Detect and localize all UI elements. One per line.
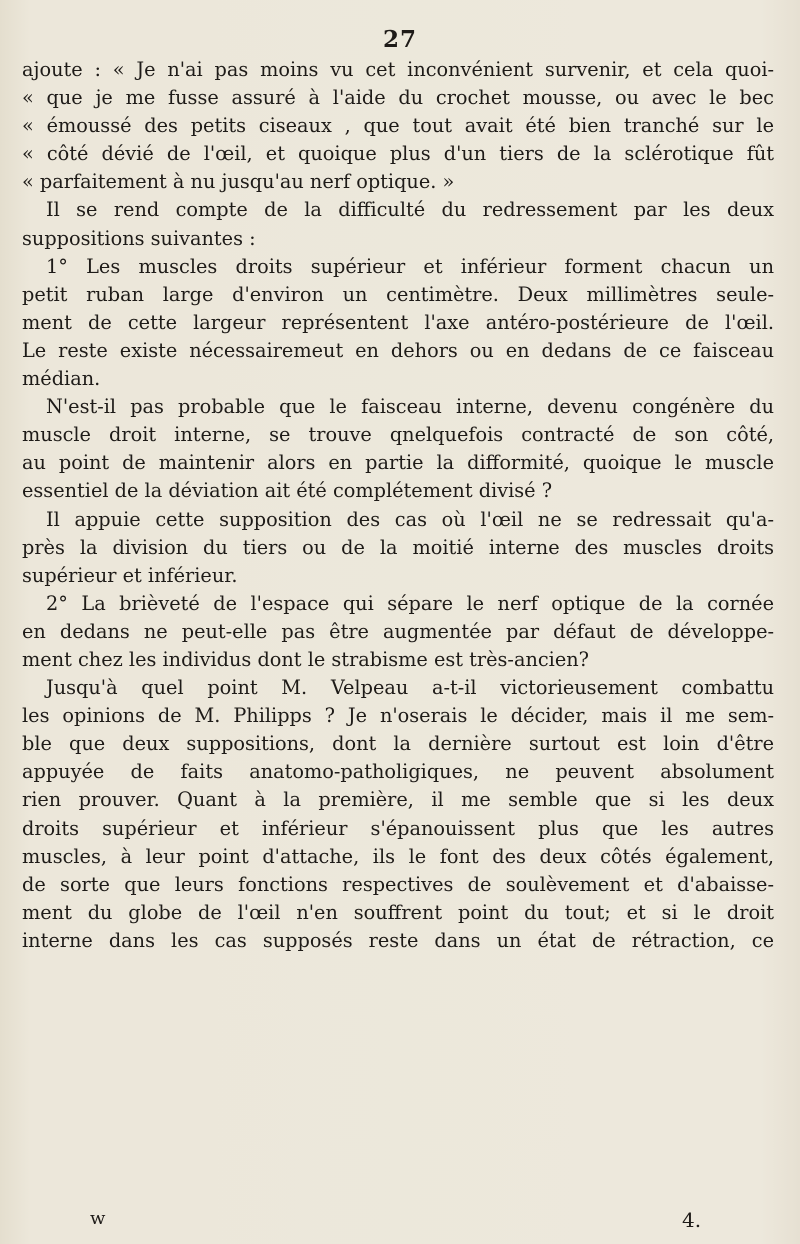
text-line: ment chez les individus dont le strabisme est très-ancien? [22,647,589,671]
text-line: en dedans ne peut-elle pas être augmentée par défaut de développe- [22,619,774,643]
text-line: médian. [22,367,101,391]
text-line: muscle droit interne, se trouve qnelquefois contracté de son côté, [22,423,774,447]
text-line: muscles, à leur point d'attache, ils le font des deux côtés également, [22,844,774,868]
text-line: Il appuie cette supposition des cas où l'œil ne se redressait qu'a- [46,507,774,531]
text-line: appuyée de faits anatomo-patholigiques, ne peuvent absolument [22,760,774,784]
text-line: 1° Les muscles droits supérieur et inférieur forment chacun un [46,254,774,278]
text-line: près la division du tiers ou de la moitié interne des muscles droits [22,535,774,559]
text-line: supérieur et inférieur. [22,563,238,587]
text-line: « que je me fusse assuré à l'aide du crochet mousse, ou avec le bec [22,86,774,110]
quire-mark: 4. [682,1208,702,1232]
text-line: les opinions de M. Philipps ? Je n'oserais le décider, mais il me sem- [22,704,774,728]
page-number: 27 [382,26,417,53]
page-footer [60,1208,720,1238]
text-line: au point de maintenir alors en partie la difformité, quoique le muscle [22,451,774,475]
text-line: 2° La brièveté de l'espace qui sépare le nerf optique de la cornée [46,591,774,615]
text-line: Il se rend compte de la difficulté du redressement par les deux [46,198,774,222]
text-line: essentiel de la déviation ait été complétement divisé ? [22,479,553,503]
text-line: de sorte que leurs fonctions respectives de soulèvement et d'abaisse- [22,872,774,896]
body-text [22,56,774,955]
text-line: ble que deux suppositions, dont la dernière surtout est loin d'être [22,732,774,756]
text-line: suppositions suivantes : [22,226,256,250]
text-line: ment de cette largeur représentent l'axe antéro-postérieure de l'œil. [22,310,774,334]
text-line: Le reste existe nécessairemeut en dehors ou en dedans de ce faisceau [22,338,774,362]
text-line: interne dans les cas supposés reste dans un état de rétraction, ce [22,928,774,952]
text-line: rien prouver. Quant à la première, il me semble que si les deux [22,788,774,812]
text-line: droits supérieur et inférieur s'épanouissent plus que les autres [22,816,774,840]
text-line: N'est-il pas probable que le faisceau interne, devenu congénère du [46,395,774,419]
text-line: ment du globe de l'œil n'en souffrent point du tout; et si le droit [22,900,774,924]
text-line: petit ruban large d'environ un centimètre. Deux millimètres seule- [22,282,774,306]
text-line: « côté dévié de l'œil, et quoique plus d'un tiers de la sclérotique fût [22,142,774,166]
text-line: ajoute : « Je n'ai pas moins vu cet inconvénient survenir, et cela quoi- [22,58,774,81]
text-line: « émoussé des petits ciseaux , que tout avait été bien tranché sur le [22,114,774,138]
signature-mark: w [90,1208,106,1229]
text-line: « parfaitement à nu jusqu'au nerf optique. » [22,170,455,194]
text-line: Jusqu'à quel point M. Velpeau a-t-il victorieusement combattu [46,676,774,700]
